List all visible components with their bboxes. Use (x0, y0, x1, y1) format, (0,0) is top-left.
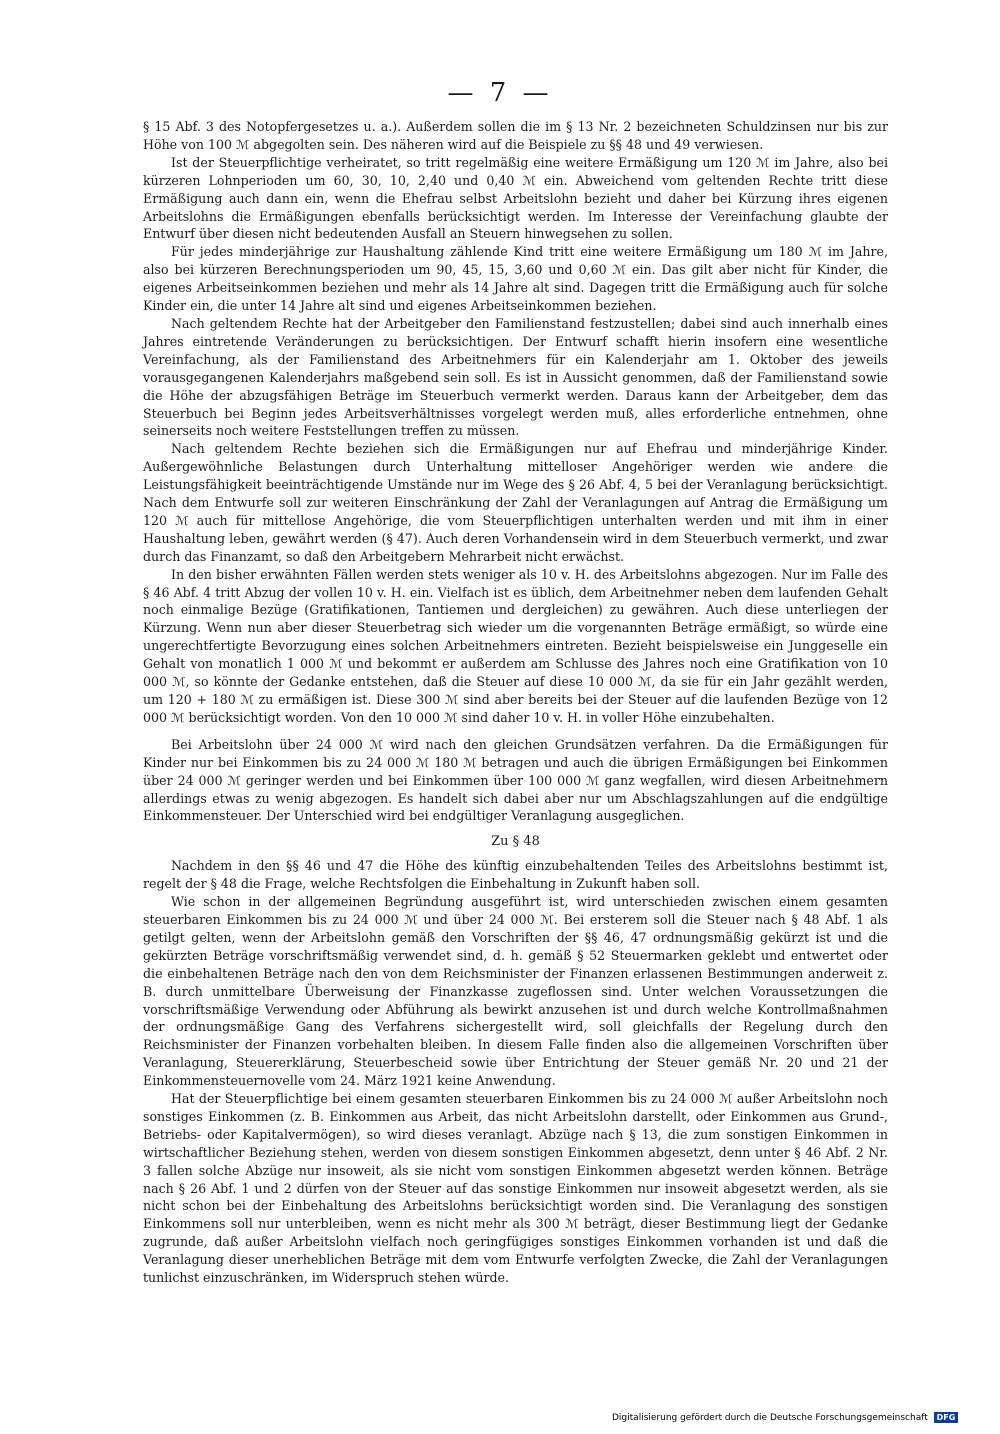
document-body (143, 118, 888, 1287)
paragraph: Nach geltendem Rechte hat der Arbeitgeber den Familienstand festzustellen; dabei sind auch innerhalb eines Jahres eintretende Veränderungen zu berücksichtigen. Der Entwurf schafft hierin insofern eine wesentliche Vereinfachung, als der Familienstand des Arbeitnehmers für ein Kalenderjahr am 1. Oktober des jeweils vorausgegangenen Kalenderjahrs maßgebend sein soll. Es ist in Aussicht genommen, daß der Familienstand sowie die Höhe der abzugsfähigen Beträge im Steuerbuch vermerkt werden. Daraus kann der Arbeitgeber, dem das Steuerbuch bei Beginn jedes Arbeitsverhältnisses vorgelegt werden muß, alles erforderliche entnehmen, ohne seinerseits noch weitere Feststellungen treffen zu müssen. (143, 315, 888, 439)
paragraph: In den bisher erwähnten Fällen werden stets weniger als 10 v. H. des Arbeitslohns abgezogen. Nur im Falle des § 46 Abf. 4 tritt Abzug der vollen 10 v. H. ein. Vielfach ist es üblich, dem Arbeitnehmer neben dem laufenden Gehalt noch einmalige Bezüge (Gratifikationen, Tantiemen und dergleichen) zu gewähren. Auch diese unterliegen der Kürzung. Wenn nun aber dieser Steuerbetrag sich wieder um die vorgenannten Beträge ermäßigt, so würde eine ungerechtfertigte Bevorzugung eines solchen Arbeitnehmers eintreten. Bezieht beispielsweise ein Junggeselle ein Gehalt von monatlich 1 000 ℳ und bekommt er außerdem am Schlusse des Jahres noch eine Gratifikation von 10 000 ℳ, so könnte der Gedanke entstehen, daß die Steuer auf diese 10 000 ℳ, da sie für ein Jahr gezählt werden, um 120 + 180 ℳ zu ermäßigen ist. Diese 300 ℳ sind aber bereits bei der Steuer auf die laufenden Bezüge von 12 000 ℳ berücksichtigt worden. Von den 10 000 ℳ sind daher 10 v. H. in voller Höhe einzubehalten. (143, 566, 888, 725)
paragraph: Nach geltendem Rechte beziehen sich die Ermäßigungen nur auf Ehefrau und minderjährige Kinder. Außergewöhnliche Belastungen durch Unterhaltung mittelloser Angehöriger werden wie andere die Leistungsfähigkeit beeinträchtigende Umstände nur im Wege des § 26 Abf. 4, 5 bei der Veranlagung berücksichtigt. Nach dem Entwurfe soll zur weiteren Einschränkung der Zahl der Veranlagungen auf Antrag die Ermäßigung um 120 ℳ auch für mittellose Angehörige, die vom Steuerpflichtigen unterhalten werden und mit ihm in einer Haushaltung leben, gewährt werden (§ 47). Auch deren Vorhandensein wird in dem Steuerbuch vermerkt, und zwar durch das Finanzamt, so daß den Arbeitgebern Mehrarbeit nicht erwächst. (143, 441, 888, 564)
paragraph: § 15 Abf. 3 des Notopfergesetzes u. a.). Außerdem sollen die im § 13 Nr. 2 bezeichneten Schuldzinsen nur bis zur Höhe von 100 ℳ abgegolten sein. Des näheren wird auf die Beispiele zu §§ 48 und 49 verwiesen. (143, 119, 888, 152)
paragraph: Bei Arbeitslohn über 24 000 ℳ wird nach den gleichen Grundsätzen verfahren. Da die Ermäßigungen für Kinder nur bei Einkommen bis zu 24 000 ℳ 180 ℳ betragen und auch die übrigen Ermäßigungen bei Einkommen über 24 000 ℳ geringer werden und bei Einkommen über 100 000 ℳ ganz wegfallen, wird diesen Arbeitnehmern allerdings etwas zu wenig abgezogen. Es handelt sich dabei aber nur um Abschlagszahlungen auf die endgültige Einkommensteuer. Der Unterschied wird bei endgültiger Veranlagung ausgeglichen. (143, 736, 888, 824)
paragraph: Nachdem in den §§ 46 und 47 die Höhe des künftig einzubehaltenden Teiles des Arbeitslohns bestimmt ist, regelt der § 48 die Frage, welche Rechtsfolgen die Einbehaltung in Zukunft haben soll. (143, 858, 888, 892)
section-heading: Zu § 48 (491, 834, 540, 850)
digitization-credit (612, 1412, 958, 1423)
paragraph: Wie schon in der allgemeinen Begründung ausgeführt ist, wird unterschieden zwischen einem gesamten steuerbaren Einkommen bis zu 24 000 ℳ und über 24 000 ℳ. Bei ersterem soll die Steuer nach § 48 Abf. 1 als getilgt gelten, wenn der Arbeitslohn gemäß den Vorschriften der §§ 46, 47 ordnungsmäßig gekürzt ist und die gekürzten Beträge vorschriftsmäßig verwendet sind, d. h. gemäß § 52 Steuermarken geklebt und entwertet oder die einbehaltenen Beträge nach den von dem Reichsminister der Finanzen erlassenen Bestimmungen anderweit z. B. durch unmittelbare Überweisung der Finanzkasse zugeflossen sind. Unter welchen Voraussetzungen die vorschriftsmäßige Verwendung oder Abführung als bewirkt anzusehen ist und durch welche Kontrollmaßnahmen der ordnungsmäßige Gang des Verfahrens sichergestellt wird, soll gleichfalls der Regelung durch den Reichsminister der Finanzen vorbehalten bleiben. In diesem Falle finden also die allgemeinen Vorschriften über Veranlagung, Steuererklärung, Steuerbescheid sowie über Entrichtung der Steuer gemäß Nr. 20 und 21 der Einkommensteuernovelle vom 24. März 1921 keine Anwendung. (143, 894, 888, 1089)
paragraph: Hat der Steuerpflichtige bei einem gesamten steuerbaren Einkommen bis zu 24 000 ℳ außer Arbeitslohn noch sonstiges Einkommen (z. B. Einkommen aus Arbeit, das nicht Arbeitslohn darstellt, oder Einkommen aus Grund-, Betriebs- oder Kapitalvermögen), so wird dieses veranlagt. Abzüge nach § 13, die zum sonstigen Einkommen in wirtschaftlicher Beziehung stehen, werden von diesem sonstigen Einkommen abgesetzt, denn unter § 46 Abf. 2 Nr. 3 fallen solche Abzüge nur insoweit, als sie nicht vom sonstigen Einkommen abgesetzt werden können. Beträge nach § 26 Abf. 1 und 2 dürfen von der Steuer auf das sonstige Einkommen nur insoweit abgesetzt werden, als sie nicht schon bei der Einbehaltung des Arbeitslohns berücksichtigt worden sind. Die Veranlagung des sonstigen Einkommens soll nur unterbleiben, wenn es nicht mehr als 300 ℳ beträgt, dieser Bestimmung liegt der Gedanke zugrunde, daß außer Arbeitslohn vielfach noch geringfügiges sonstiges Einkommen vorhanden ist und daß die Veranlagung dieser unerheblichen Beträge mit dem vom Entwurfe verfolgten Zwecke, die Zahl der Veranlagungen tunlichst einzuschränken, im Widerspruch stehen würde. (143, 1091, 888, 1286)
page-number: — 7 — (447, 78, 553, 108)
credit-text: Digitalisierung gefördert durch die Deutsche Forschungsgemeinschaft (612, 1413, 928, 1423)
dfg-logo: DFG (934, 1412, 959, 1423)
paragraph: Ist der Steuerpflichtige verheiratet, so tritt regelmäßig eine weitere Ermäßigung um 120 ℳ im Jahre, also bei kürzeren Lohnperioden um 60, 30, 10, 2,40 und 0,40 ℳ ein. Abweichend vom geltenden Rechte tritt diese Ermäßigung auch dann ein, wenn die Ehefrau selbst Arbeitslohn bezieht und daher bei Kürzung ihres eigenen Arbeitslohns die Ermäßigungen ebenfalls berücksichtigt werden. Im Interesse der Vereinfachung glaubte der Entwurf über diesen nicht bedeutenden Ausfall an Steuern hinwegsehen zu sollen. (143, 154, 888, 242)
paragraph: Für jedes minderjährige zur Haushaltung zählende Kind tritt eine weitere Ermäßigung um 180 ℳ im Jahre, also bei kürzeren Berechnungsperioden um 90, 45, 15, 3,60 und 0,60 ℳ ein. Das gilt aber nicht für Kinder, die eigenes Arbeitseinkommen beziehen und mehr als 14 Jahre alt sind. Dagegen tritt die Ermäßigung auch für solche Kinder ein, die unter 14 Jahre alt sind und eigenes Arbeitseinkommen beziehen. (143, 244, 888, 314)
